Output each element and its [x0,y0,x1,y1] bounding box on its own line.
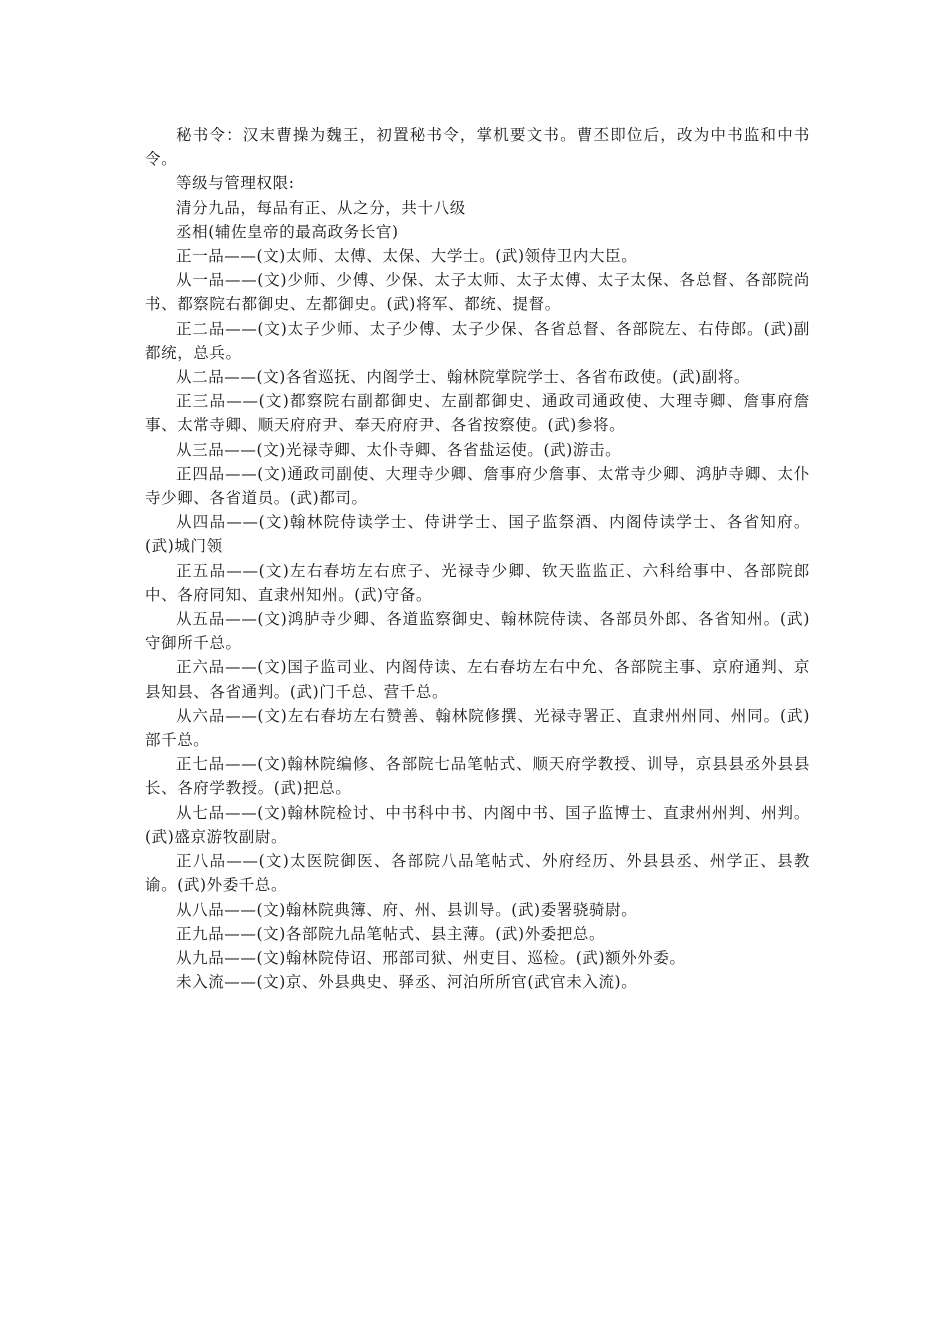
paragraph-rank-2b: 从二品——(文)各省巡抚、内阁学士、翰林院掌院学士、各省布政使。(武)副将。 [176,368,750,387]
paragraph-rank-6b: 从六品——(文)左右春坊左右赞善、翰林院修撰、光禄寺署正、直隶州州同、州同。(武)部千总。 [145,706,810,750]
paragraph-rank-8a: 正八品——(文)太医院御医、各部院八品笔帖式、外府经历、外县县丞、州学正、县教谕。(武)外委千总。 [145,852,810,895]
paragraph-mishuling: 秘书令：汉末曹操为魏王，初置秘书令，掌机要文书。曹丕即位后，改为中书监和中书令。 [145,126,810,169]
paragraph-rank-1b: 从一品——(文)少师、少傅、少保、太子太师、太子太傅、太子太保、各总督、各部院尚书、都察院右都御史、左都御史。(武)将军、都统、提督。 [145,271,810,314]
paragraph-rank-7a: 正七品——(文)翰林院编修、各部院七品笔帖式、顺天府学教授、训导，京县县丞外县县长、各府学教授。(武)把总。 [145,755,810,798]
paragraph-rank-4a: 正四品——(文)通政司副使、大理寺少卿、詹事府少詹事、太常寺少卿、鸿胪寺卿、太仆寺少卿、各省道员。(武)都司。 [145,464,810,508]
paragraph-nine-ranks: 清分九品，每品有正、从之分，共十八级 [176,198,466,217]
document-body [145,123,810,994]
paragraph-rank-5b: 从五品——(文)鸿胪寺少卿、各道监察御史、翰林院侍读、各部员外郎、各省知州。(武)守御所千总。 [145,610,810,653]
paragraph-rank-5a: 正五品——(文)左右春坊左右庶子、光禄寺少卿、钦天监监正、六科给事中、各部院郎中、各府同知、直隶州知州。(武)守备。 [145,561,810,604]
paragraph-rank-3b: 从三品——(文)光禄寺卿、太仆寺卿、各省盐运使。(武)游击。 [176,440,622,459]
paragraph-rank-8b: 从八品——(文)翰林院典簿、府、州、县训导。(武)委署骁骑尉。 [176,900,638,919]
paragraph-rank-3a: 正三品——(文)都察院右副都御史、左副都御史、通政司通政使、大理寺卿、詹事府詹事、太常寺卿、顺天府府尹、奉天府府尹、各省按察使。(武)参将。 [145,392,810,435]
paragraph-rank-9a: 正九品——(文)各部院九品笔帖式、县主薄。(武)外委把总。 [176,924,606,943]
paragraph-rank-6a: 正六品——(文)国子监司业、内阁侍读、左右春坊左右中允、各部院主事、京府通判、京县知县、各省通判。(武)门千总、营千总。 [145,658,810,701]
paragraph-rank-4b: 从四品——(文)翰林院侍读学士、侍讲学士、国子监祭酒、内阁侍读学士、各省知府。(武)城门领 [145,513,810,556]
paragraph-rank-7b: 从七品——(文)翰林院检讨、中书科中书、内阁中书、国子监博士、直隶州州判、州判。(武)盛京游牧副尉。 [145,803,810,846]
paragraph-rank-2a: 正二品——(文)太子少师、太子少傅、太子少保、各省总督、各部院左、右侍郎。(武)副都统，总兵。 [145,319,810,362]
paragraph-grade-heading: 等级与管理权限: [176,174,295,193]
paragraph-rank-9b: 从九品——(文)翰林院侍诏、邢部司狱、州吏目、巡检。(武)额外外委。 [176,948,686,967]
paragraph-unranked: 未入流——(文)京、外县典史、驿丞、河泊所所官(武官未入流)。 [176,973,638,992]
paragraph-chancellor: 丞相(辅佐皇帝的最高政务长官) [176,222,399,241]
paragraph-rank-1a: 正一品——(文)太师、太傅、太保、大学士。(武)领侍卫内大臣。 [176,247,638,266]
